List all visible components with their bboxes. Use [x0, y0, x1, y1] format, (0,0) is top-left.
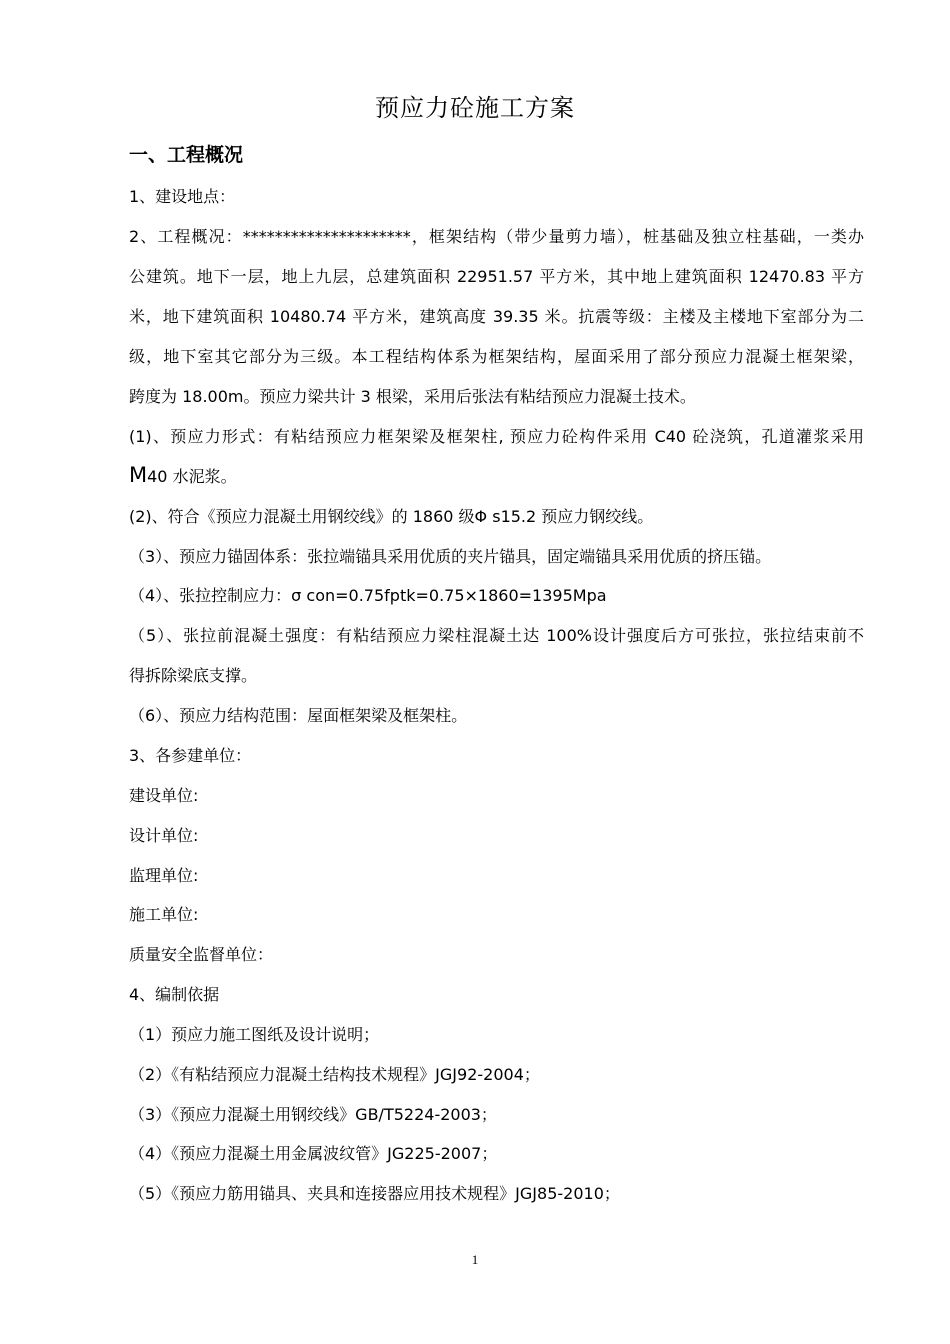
item-participating-units: 3、各参建单位：	[129, 746, 252, 765]
unit-contractor: 施工单位:	[129, 905, 199, 924]
grout-grade-rest: 40 水泥浆。	[147, 467, 237, 486]
sub-item-1-line-2	[129, 463, 864, 489]
sub-item-4: （4）、张拉控制应力：σ con=0.75fptk=0.75×1860=1395Mpa	[129, 586, 607, 605]
sub-item-1-line-1: (1)、预应力形式：有粘结预应力框架梁及框架柱, 预应力砼构件采用 C40 砼浇筑，孔道灌浆采用	[129, 427, 864, 446]
basis-item-2: （2）《有粘结预应力混凝土结构技术规程》JGJ92-2004；	[129, 1065, 540, 1084]
item-compilation-basis: 4、编制依据	[129, 985, 220, 1004]
sub-item-5-line-2: 得拆除梁底支撑。	[129, 666, 258, 685]
basis-item-5: （5）《预应力筋用锚具、夹具和连接器应用技术规程》JGJ85-2010；	[129, 1184, 620, 1203]
page-number: 1	[471, 1252, 479, 1267]
item-overview-line-2: 公建筑。地下一层，地上九层，总建筑面积 22951.57 平方米，其中地上建筑面积 12470.83 平方	[129, 267, 864, 286]
sub-item-6: （6）、预应力结构范围：屋面框架梁及框架柱。	[129, 706, 468, 725]
sub-item-3: （3）、预应力锚固体系：张拉端锚具采用优质的夹片锚具，固定端锚具采用优质的挤压锚。	[129, 547, 772, 566]
grout-grade-letter: M	[129, 463, 148, 487]
sub-item-2: (2)、符合《预应力混凝土用钢绞线》的 1860 级Φ s15.2 预应力钢绞线。	[129, 507, 654, 526]
item-overview-line-5: 跨度为 18.00m。预应力梁共计 3 根梁，采用后张法有粘结预应力混凝土技术。	[129, 387, 696, 406]
item-overview-line-1: 2、工程概况：*********************，框架结构（带少量剪力墙），桩基础及独立柱基础，一类办	[129, 227, 864, 246]
section-heading-overview: 一、工程概况	[129, 144, 244, 166]
unit-supervisor: 监理单位:	[129, 866, 199, 885]
basis-item-4: （4）《预应力混凝土用金属波纹管》JG225-2007；	[129, 1144, 498, 1163]
document-title: 预应力砼施工方案	[375, 94, 575, 122]
item-overview-line-4: 级，地下室其它部分为三级。本工程结构体系为框架结构，屋面采用了部分预应力混凝土框架梁，	[129, 347, 864, 366]
unit-owner: 建设单位:	[129, 786, 199, 805]
item-overview-line-3: 米，地下建筑面积 10480.74 平方米，建筑高度 39.35 米。抗震等级：主楼及主楼地下室部分为二	[129, 307, 864, 326]
unit-quality-safety: 质量安全监督单位：	[129, 945, 274, 964]
unit-designer: 设计单位:	[129, 826, 199, 845]
sub-item-5-line-1: （5）、张拉前混凝土强度：有粘结预应力梁柱混凝土达 100%设计强度后方可张拉，张拉结束前不	[129, 626, 864, 645]
basis-item-3: （3）《预应力混凝土用钢绞线》GB/T5224-2003；	[129, 1105, 497, 1124]
item-construction-site: 1、建设地点：	[129, 187, 236, 206]
basis-item-1: （1）预应力施工图纸及设计说明；	[129, 1025, 380, 1044]
